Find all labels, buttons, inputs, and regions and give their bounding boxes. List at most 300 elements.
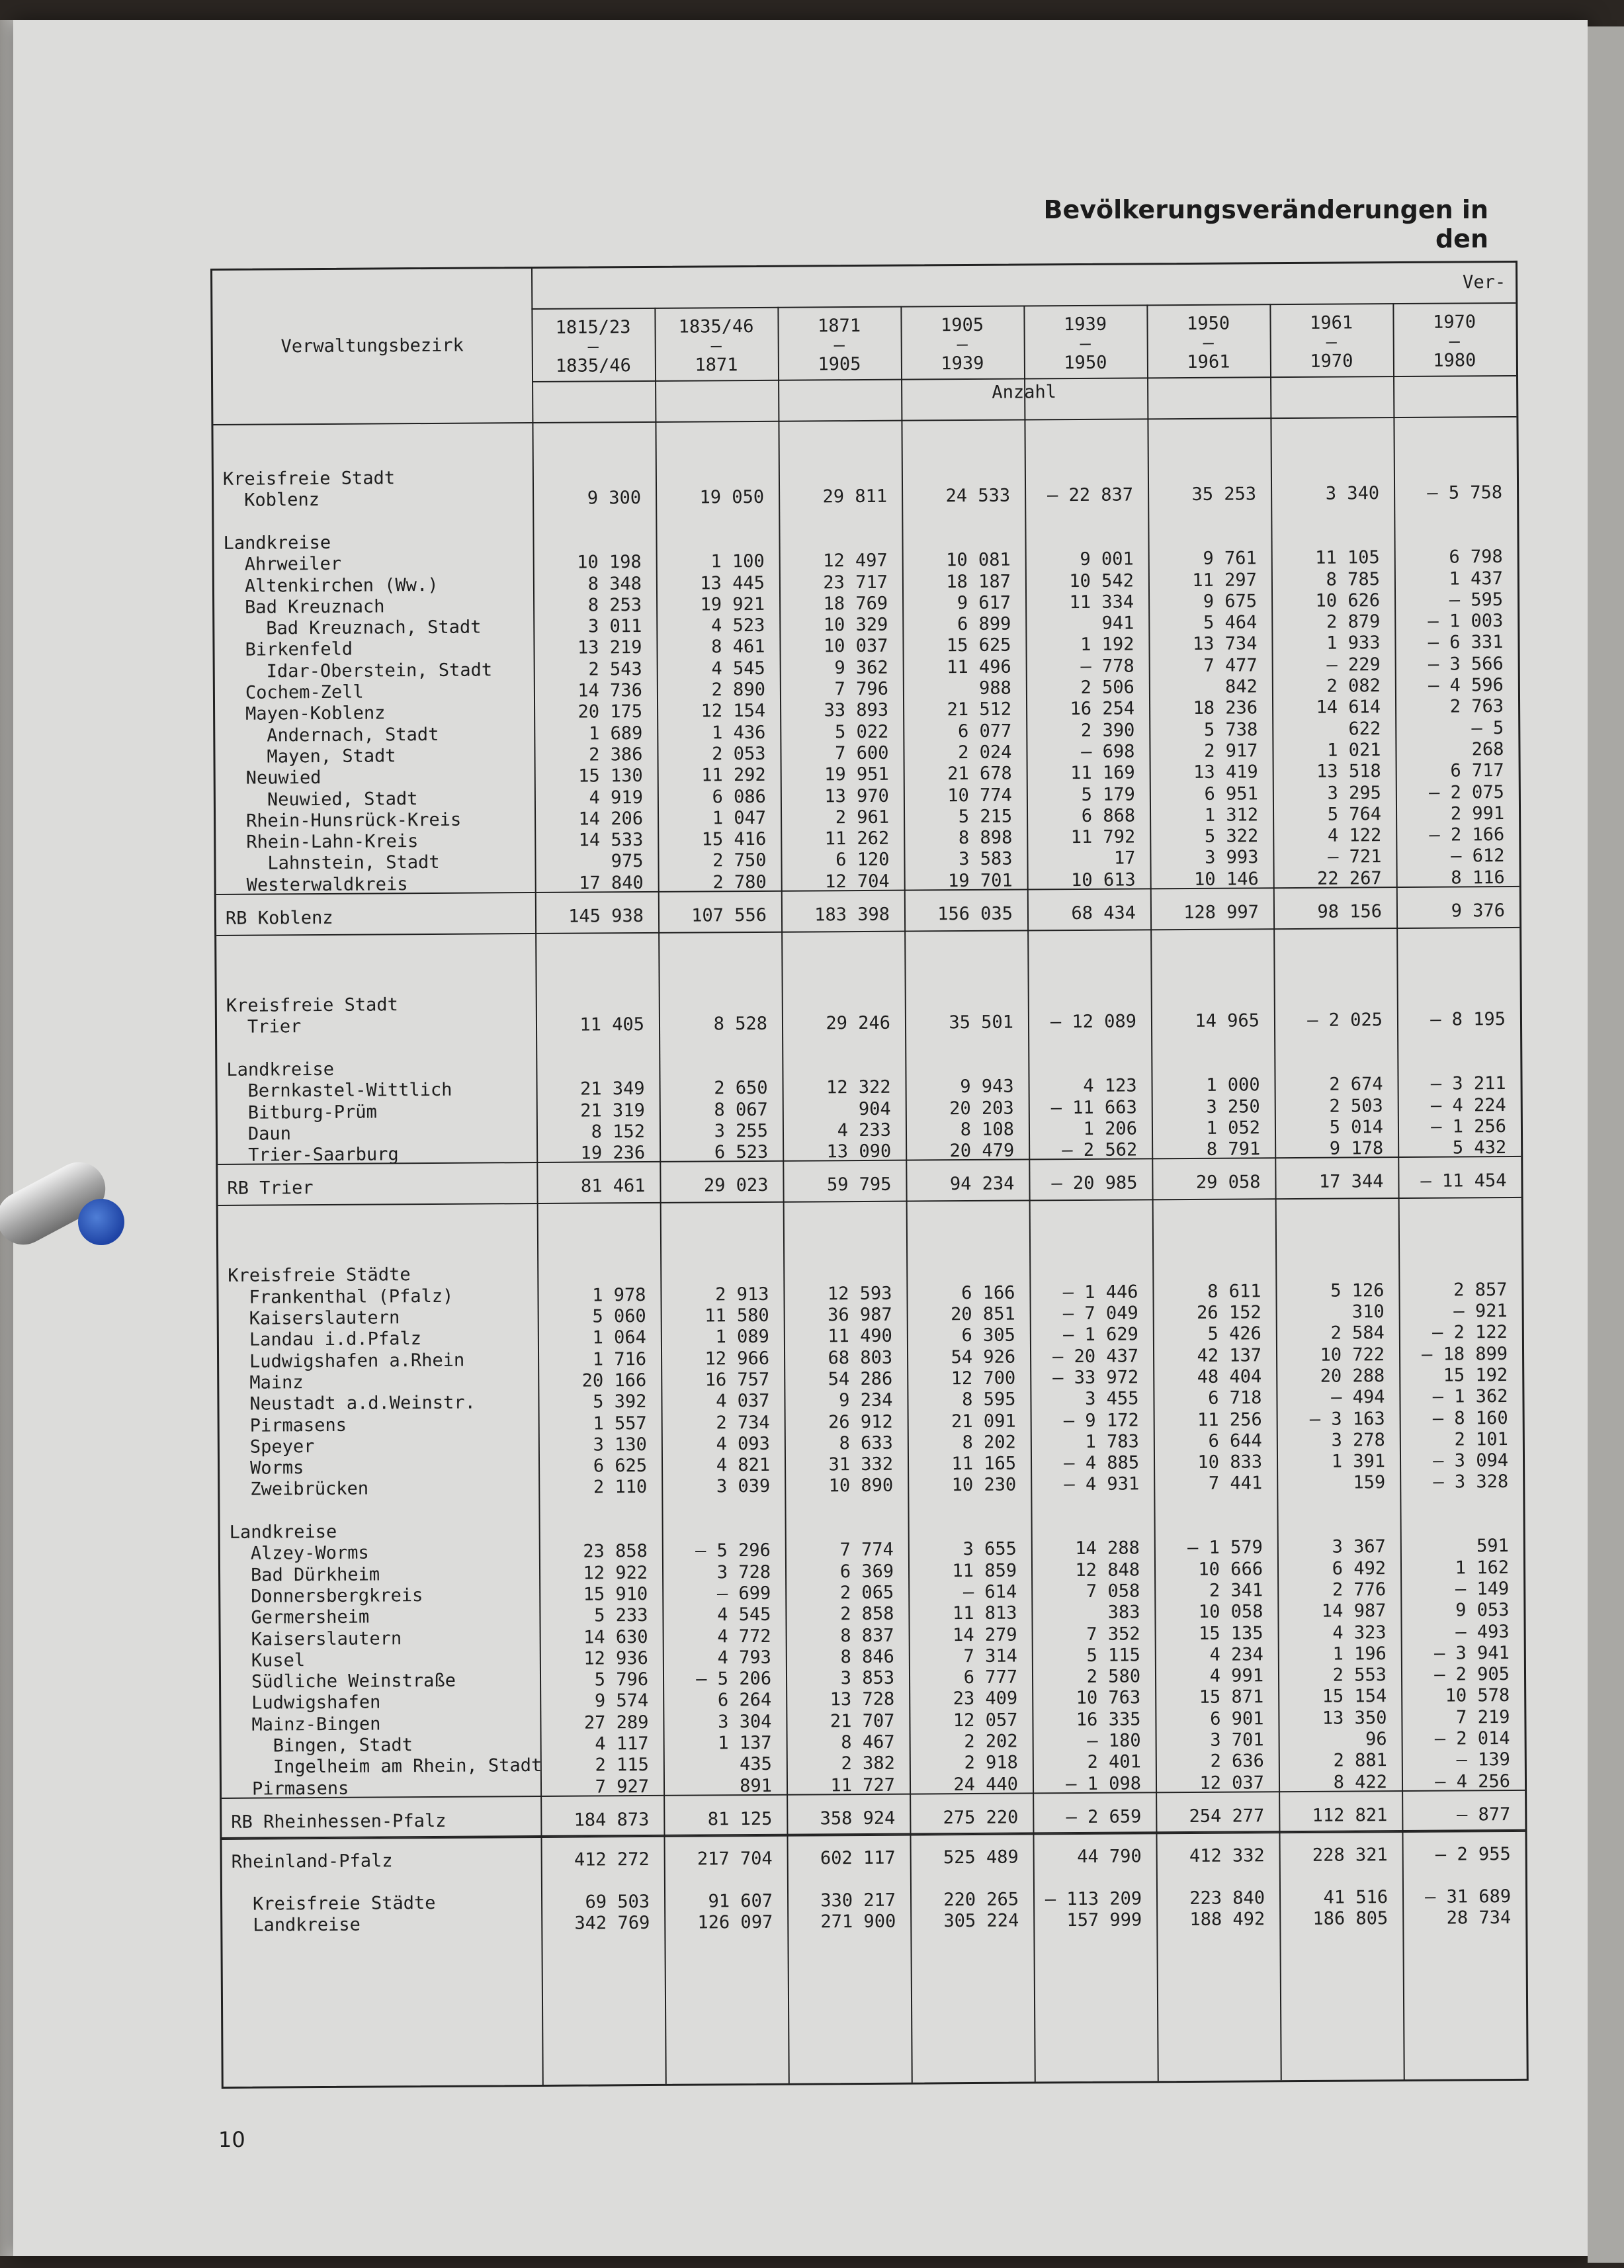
cell-value: 591 bbox=[1476, 1536, 1509, 1557]
cell-value: 310 bbox=[1351, 1301, 1385, 1323]
cell-value: 12 700 bbox=[951, 1368, 1016, 1389]
cell-value: 2 553 bbox=[1332, 1665, 1387, 1686]
cell-value: 14 965 bbox=[1195, 1010, 1260, 1032]
cell-value: 904 bbox=[858, 1098, 891, 1119]
cell-value: – 5 206 bbox=[696, 1668, 772, 1690]
cell-value: 275 220 bbox=[943, 1807, 1019, 1829]
cell-value: 11 792 bbox=[1070, 826, 1136, 848]
period-from: 1970 bbox=[1432, 312, 1476, 333]
cell-value: 12 497 bbox=[823, 550, 888, 572]
cell-value: 2 382 bbox=[841, 1753, 895, 1774]
cell-value: 4 234 bbox=[1209, 1644, 1263, 1665]
cell-value: 4 545 bbox=[711, 658, 765, 679]
cell-value: 7 441 bbox=[1208, 1473, 1263, 1495]
cell-value: 13 518 bbox=[1316, 761, 1381, 782]
cell-value: – 180 bbox=[1087, 1730, 1141, 1751]
cell-value: 21 512 bbox=[947, 699, 1012, 720]
cell-value: 11 292 bbox=[701, 765, 766, 786]
population-change-table bbox=[210, 261, 1529, 2089]
cell-value: – 18 899 bbox=[1421, 1343, 1508, 1365]
cell-value: 8 116 bbox=[1451, 867, 1505, 889]
cell-value: – 9 172 bbox=[1063, 1409, 1139, 1431]
cell-value: 6 523 bbox=[714, 1141, 769, 1163]
row-label: Landkreise bbox=[223, 532, 331, 554]
stub-header: Verwaltungsbezirk bbox=[280, 335, 464, 357]
cell-value: – 612 bbox=[1451, 846, 1505, 867]
cell-value: 254 277 bbox=[1189, 1806, 1265, 1827]
period-from: 1835/46 bbox=[678, 316, 754, 337]
cell-value: 8 108 bbox=[960, 1119, 1015, 1140]
cell-value: 13 219 bbox=[577, 637, 642, 659]
row-label: Landau i.d.Pfalz bbox=[249, 1329, 422, 1350]
cell-value: 330 217 bbox=[820, 1890, 896, 1911]
cell-value: – 5 296 bbox=[695, 1540, 771, 1561]
header-rule bbox=[213, 416, 1516, 425]
cell-value: 19 050 bbox=[699, 487, 765, 508]
row-label: Speyer bbox=[249, 1436, 315, 1458]
cell-value: 3 304 bbox=[718, 1711, 772, 1733]
cell-value: 20 203 bbox=[949, 1098, 1014, 1119]
cell-value: 6 899 bbox=[957, 613, 1011, 635]
cell-value: 98 156 bbox=[1317, 901, 1383, 922]
row-label: Pirmasens bbox=[251, 1778, 349, 1800]
row-label: Pirmasens bbox=[249, 1415, 347, 1436]
cell-value: – 1 629 bbox=[1062, 1324, 1138, 1346]
cell-value: 602 117 bbox=[820, 1847, 896, 1869]
cell-value: 11 496 bbox=[947, 656, 1011, 677]
cell-value: 1 783 bbox=[1085, 1431, 1139, 1452]
cell-value: 184 873 bbox=[574, 1809, 650, 1831]
row-label: Südliche Weinstraße bbox=[251, 1670, 456, 1692]
row-label: Ludwigshafen a.Rhein bbox=[249, 1350, 465, 1372]
cell-value: 2 543 bbox=[588, 658, 642, 680]
cell-value: 17 bbox=[1113, 848, 1136, 869]
cell-value: 15 135 bbox=[1198, 1622, 1263, 1644]
cell-value: – 12 089 bbox=[1050, 1011, 1137, 1033]
cell-value: 1 100 bbox=[710, 551, 765, 572]
row-label: Germersheim bbox=[251, 1606, 370, 1628]
cell-value: 186 805 bbox=[1312, 1908, 1389, 1930]
cell-value: 5 426 bbox=[1207, 1323, 1261, 1345]
row-label: Mainz-Bingen bbox=[251, 1714, 381, 1735]
cell-value: 11 727 bbox=[830, 1774, 896, 1796]
cell-value: 14 987 bbox=[1321, 1600, 1387, 1622]
period-to: 1939 bbox=[941, 353, 984, 374]
cell-value: 11 405 bbox=[579, 1014, 645, 1035]
period-to: 1980 bbox=[1433, 350, 1476, 371]
cell-value: 2 082 bbox=[1326, 676, 1381, 697]
cell-value: 2 913 bbox=[715, 1284, 769, 1305]
period-from: 1871 bbox=[817, 315, 861, 337]
cell-value: – 7 049 bbox=[1062, 1303, 1138, 1325]
cell-value: – 8 195 bbox=[1430, 1009, 1506, 1031]
row-label: Kaiserslautern bbox=[251, 1628, 402, 1650]
cell-value: – 113 209 bbox=[1045, 1888, 1142, 1910]
row-label: Mainz bbox=[249, 1372, 304, 1393]
cell-value: 42 137 bbox=[1197, 1344, 1262, 1366]
cell-value: 2 881 bbox=[1333, 1750, 1387, 1771]
cell-value: 9 574 bbox=[594, 1690, 649, 1712]
cell-value: 6 077 bbox=[957, 720, 1012, 742]
cell-value: – 2 166 bbox=[1429, 824, 1505, 846]
cell-value: 342 769 bbox=[574, 1913, 650, 1934]
cell-value: 8 528 bbox=[713, 1014, 768, 1035]
row-label: RB Koblenz bbox=[225, 907, 333, 929]
cell-value: 28 734 bbox=[1446, 1907, 1512, 1929]
cell-value: – 493 bbox=[1455, 1621, 1510, 1643]
cell-value: 19 701 bbox=[948, 870, 1013, 891]
cell-value: 12 057 bbox=[953, 1710, 1018, 1731]
cell-value: – 1 579 bbox=[1187, 1537, 1263, 1559]
cell-value: 2 065 bbox=[839, 1582, 894, 1604]
cell-value: 525 489 bbox=[943, 1847, 1019, 1868]
cell-value: 23 409 bbox=[953, 1688, 1018, 1710]
row-label: Mayen-Koblenz bbox=[245, 703, 386, 724]
cell-value: 20 479 bbox=[949, 1140, 1015, 1162]
cell-value: 81 125 bbox=[707, 1808, 773, 1830]
row-label: Bingen, Stadt bbox=[273, 1735, 413, 1757]
row-label: Kreisfreie Städte bbox=[253, 1892, 436, 1915]
cell-value: 2 917 bbox=[1204, 740, 1258, 762]
cell-value: 21 319 bbox=[580, 1100, 645, 1121]
row-label: Idar-Oberstein, Stadt bbox=[266, 660, 493, 682]
cell-value: 12 322 bbox=[826, 1076, 891, 1098]
cell-value: 29 023 bbox=[703, 1175, 769, 1196]
cell-value: 891 bbox=[740, 1775, 773, 1796]
cell-value: 6 086 bbox=[712, 786, 766, 807]
cell-value: 8 898 bbox=[958, 827, 1013, 849]
cell-value: 183 398 bbox=[814, 904, 890, 926]
cell-value: 4 991 bbox=[1209, 1665, 1264, 1686]
cell-value: 2 401 bbox=[1087, 1751, 1141, 1773]
cell-value: 2 580 bbox=[1086, 1666, 1141, 1688]
cell-value: 6 492 bbox=[1332, 1557, 1387, 1579]
cell-value: 228 321 bbox=[1312, 1845, 1388, 1866]
cell-value: 17 840 bbox=[579, 872, 644, 894]
cell-value: 10 890 bbox=[828, 1475, 894, 1497]
cell-value: 19 921 bbox=[700, 593, 765, 615]
cell-value: 29 811 bbox=[822, 486, 888, 507]
cell-value: 4 037 bbox=[716, 1391, 770, 1412]
cell-value: 54 286 bbox=[828, 1368, 893, 1390]
cell-value: 2 734 bbox=[716, 1412, 770, 1433]
period-sep: – bbox=[587, 336, 599, 357]
cell-value: 1 436 bbox=[711, 722, 766, 743]
cell-value: 1 064 bbox=[592, 1327, 646, 1348]
cell-value: 128 997 bbox=[1183, 902, 1260, 924]
cell-value: 112 821 bbox=[1312, 1805, 1388, 1826]
cell-value: 14 736 bbox=[577, 680, 643, 701]
row-label: Rhein-Hunsrück-Kreis bbox=[246, 809, 462, 832]
cell-value: 15 130 bbox=[578, 765, 643, 787]
cell-value: – 1 256 bbox=[1431, 1115, 1507, 1137]
cell-value: – 2 562 bbox=[1062, 1139, 1138, 1161]
pen-tip-icon bbox=[78, 1199, 124, 1245]
cell-value: 2 386 bbox=[589, 744, 643, 765]
period-to: 1871 bbox=[695, 355, 738, 376]
cell-value: 5 115 bbox=[1086, 1645, 1140, 1666]
cell-value: 223 840 bbox=[1189, 1888, 1265, 1909]
cell-value: 11 165 bbox=[951, 1453, 1017, 1475]
cell-value: 1 933 bbox=[1326, 632, 1381, 654]
cell-value: 1 052 bbox=[1206, 1117, 1261, 1139]
cell-value: 3 255 bbox=[714, 1120, 769, 1142]
cell-value: 5 322 bbox=[1204, 826, 1259, 847]
cell-value: 1 206 bbox=[1083, 1118, 1138, 1139]
cell-value: 220 265 bbox=[943, 1889, 1019, 1911]
cell-value: 2 780 bbox=[712, 871, 767, 893]
cell-value: 5 392 bbox=[593, 1391, 647, 1413]
cell-value: 10 722 bbox=[1320, 1344, 1385, 1366]
cell-value: 9 178 bbox=[1329, 1138, 1384, 1159]
cell-value: 21 707 bbox=[830, 1710, 895, 1732]
cell-value: 15 192 bbox=[1443, 1364, 1508, 1386]
cell-value: 988 bbox=[979, 677, 1011, 699]
cell-value: 20 166 bbox=[581, 1370, 647, 1391]
period-from: 1961 bbox=[1309, 312, 1353, 333]
cell-value: 4 545 bbox=[717, 1604, 771, 1626]
cell-value: – 149 bbox=[1455, 1578, 1510, 1600]
cell-value: 3 278 bbox=[1331, 1429, 1385, 1451]
cell-value: 2 503 bbox=[1329, 1095, 1383, 1117]
period-sep: – bbox=[710, 335, 722, 357]
cell-value: 2 110 bbox=[593, 1477, 648, 1498]
cell-value: 10 037 bbox=[823, 636, 888, 657]
cell-value: 4 523 bbox=[710, 615, 765, 636]
cell-value: 3 011 bbox=[587, 616, 642, 637]
cell-value: 9 234 bbox=[839, 1389, 893, 1411]
cell-value: 10 833 bbox=[1197, 1452, 1263, 1473]
cell-value: 7 058 bbox=[1086, 1581, 1140, 1602]
cell-value: 5 060 bbox=[592, 1306, 646, 1327]
cell-value: – 721 bbox=[1328, 846, 1382, 868]
cell-value: 68 803 bbox=[828, 1347, 893, 1368]
cell-value: 13 728 bbox=[830, 1689, 895, 1710]
cell-value: 1 716 bbox=[592, 1348, 647, 1370]
cell-value: 5 764 bbox=[1327, 803, 1382, 825]
cell-value: 19 951 bbox=[824, 763, 889, 785]
cell-value: 10 542 bbox=[1069, 570, 1134, 591]
cell-value: 6 166 bbox=[961, 1282, 1015, 1303]
cell-value: – 2 014 bbox=[1434, 1728, 1510, 1749]
cell-value: 3 367 bbox=[1332, 1536, 1386, 1557]
row-label: Landkreise bbox=[253, 1914, 361, 1936]
cell-value: 18 769 bbox=[823, 593, 888, 615]
row-label: Bitburg-Prüm bbox=[247, 1101, 377, 1123]
cell-value: 2 890 bbox=[711, 679, 765, 701]
cell-value: 15 416 bbox=[701, 828, 767, 850]
cell-value: – 3 941 bbox=[1433, 1642, 1510, 1664]
cell-value: 5 179 bbox=[1081, 783, 1135, 805]
cell-value: 41 516 bbox=[1323, 1887, 1389, 1908]
cell-value: 11 334 bbox=[1069, 591, 1134, 613]
cell-value: – 11 454 bbox=[1420, 1170, 1507, 1192]
cell-value: 5 738 bbox=[1203, 719, 1258, 740]
cell-value: 6 120 bbox=[835, 850, 890, 871]
page-heading: Bevölkerungsveränderungen in den bbox=[1043, 195, 1488, 253]
period-from: 1939 bbox=[1063, 314, 1107, 335]
row-label: Kaiserslautern bbox=[249, 1307, 400, 1329]
cell-value: 8 067 bbox=[714, 1099, 768, 1120]
cell-value: 3 583 bbox=[959, 849, 1013, 870]
cell-value: – 3 328 bbox=[1433, 1471, 1509, 1493]
row-label: Westerwaldkreis bbox=[246, 873, 408, 896]
cell-value: 94 234 bbox=[949, 1173, 1015, 1195]
cell-value: 217 704 bbox=[697, 1848, 773, 1870]
cell-value: 6 625 bbox=[593, 1456, 648, 1477]
cell-value: – 4 256 bbox=[1435, 1770, 1511, 1792]
cell-value: 4 233 bbox=[837, 1119, 892, 1141]
cell-value: 20 288 bbox=[1320, 1366, 1385, 1387]
cell-value: 10 198 bbox=[577, 552, 642, 573]
cell-value: 13 090 bbox=[826, 1141, 892, 1162]
row-label: RB Trier bbox=[227, 1178, 314, 1199]
cell-value: 12 154 bbox=[701, 701, 766, 722]
cell-value: 10 774 bbox=[947, 785, 1012, 806]
cell-value: 9 362 bbox=[834, 657, 888, 678]
row-label: Koblenz bbox=[244, 490, 320, 511]
row-label: Landkreise bbox=[226, 1059, 335, 1080]
cell-value: 15 154 bbox=[1322, 1686, 1387, 1708]
cell-value: 5 432 bbox=[1452, 1137, 1507, 1158]
cell-value: 14 206 bbox=[578, 808, 644, 830]
cell-value: – 4 931 bbox=[1064, 1473, 1140, 1495]
row-label: Worms bbox=[249, 1458, 304, 1479]
cell-value: 9 617 bbox=[957, 592, 1011, 613]
cell-value: 12 922 bbox=[583, 1562, 648, 1584]
cell-value: 14 614 bbox=[1316, 697, 1381, 719]
cell-value: – 1 362 bbox=[1432, 1386, 1508, 1407]
cell-value: 8 595 bbox=[962, 1389, 1016, 1411]
cell-value: 12 936 bbox=[583, 1647, 648, 1669]
cell-value: 2 115 bbox=[595, 1755, 649, 1776]
cell-value: 9 761 bbox=[1203, 548, 1257, 570]
row-label: Alzey-Worms bbox=[250, 1542, 369, 1564]
cell-value: 10 146 bbox=[1194, 869, 1259, 890]
cell-value: 4 821 bbox=[716, 1454, 771, 1476]
cell-value: 9 376 bbox=[1451, 900, 1506, 922]
cell-value: 126 097 bbox=[697, 1912, 773, 1933]
cell-value: 10 230 bbox=[951, 1474, 1017, 1496]
row-label: Trier-Saarburg bbox=[248, 1144, 399, 1166]
cell-value: – 595 bbox=[1449, 589, 1504, 611]
cell-value: 14 288 bbox=[1075, 1538, 1140, 1559]
cell-value: 842 bbox=[1225, 676, 1258, 697]
cell-value: 2 763 bbox=[1449, 696, 1504, 717]
cell-value: 5 796 bbox=[594, 1669, 649, 1690]
cell-value: 16 254 bbox=[1070, 698, 1135, 720]
period-to: 1970 bbox=[1310, 351, 1353, 372]
cell-value: 2 650 bbox=[714, 1078, 768, 1099]
cell-value: 156 035 bbox=[937, 903, 1013, 925]
period-sep: – bbox=[957, 334, 968, 355]
cell-value: 21 678 bbox=[947, 763, 1012, 785]
cell-value: – 3 094 bbox=[1433, 1450, 1509, 1471]
page-edge-right bbox=[1588, 26, 1624, 2263]
cell-value: 14 630 bbox=[583, 1626, 648, 1648]
cell-value: 3 455 bbox=[1085, 1388, 1139, 1410]
cell-value: 11 580 bbox=[705, 1305, 769, 1327]
cell-value: 8 152 bbox=[591, 1121, 646, 1143]
unit-label: Anzahl bbox=[992, 382, 1057, 403]
cell-value: 5 215 bbox=[958, 806, 1013, 827]
cell-value: 20 175 bbox=[577, 701, 643, 722]
cell-value: 1 437 bbox=[1449, 568, 1503, 589]
cell-value: 1 312 bbox=[1204, 805, 1259, 826]
cell-value: 48 404 bbox=[1197, 1366, 1262, 1387]
cell-value: – 614 bbox=[962, 1581, 1017, 1602]
cell-value: – 33 972 bbox=[1052, 1367, 1139, 1389]
cell-value: 188 492 bbox=[1189, 1909, 1265, 1931]
cell-value: 383 bbox=[1107, 1602, 1140, 1623]
cell-value: – 6 331 bbox=[1428, 632, 1504, 654]
cell-value: 59 795 bbox=[826, 1174, 892, 1196]
cell-value: 1 162 bbox=[1455, 1557, 1510, 1579]
cell-value: 26 912 bbox=[828, 1411, 893, 1432]
cell-value: 8 467 bbox=[841, 1731, 895, 1753]
row-label: Ahrweiler bbox=[244, 553, 342, 575]
cell-value: 975 bbox=[611, 851, 644, 872]
section-rule bbox=[216, 927, 1519, 936]
cell-value: 11 297 bbox=[1192, 569, 1257, 591]
cell-value: 7 774 bbox=[839, 1540, 894, 1561]
cell-value: 7 352 bbox=[1086, 1623, 1140, 1645]
cell-value: 1 192 bbox=[1080, 634, 1134, 656]
cell-value: 23 717 bbox=[823, 572, 888, 593]
period-sep: – bbox=[1449, 331, 1460, 352]
cell-value: 8 348 bbox=[587, 573, 642, 595]
row-label: Ingelheim am Rhein, Stadt bbox=[273, 1755, 542, 1778]
cell-value: 14 533 bbox=[578, 830, 644, 851]
cell-value: 107 556 bbox=[691, 904, 767, 926]
row-label: Bad Kreuznach bbox=[245, 596, 385, 618]
cell-value: 29 058 bbox=[1195, 1172, 1261, 1194]
cell-value: 3 701 bbox=[1210, 1729, 1264, 1751]
cell-value: – 8 160 bbox=[1432, 1407, 1508, 1429]
cell-value: 27 289 bbox=[583, 1712, 649, 1733]
period-from: 1815/23 bbox=[555, 317, 631, 338]
row-label: Neuwied, Stadt bbox=[267, 788, 418, 810]
row-label: Cochem-Zell bbox=[245, 681, 364, 703]
cell-value: 2 390 bbox=[1080, 720, 1135, 741]
cell-value: 2 879 bbox=[1326, 611, 1381, 632]
cell-value: 96 bbox=[1365, 1729, 1387, 1750]
row-label: Kusel bbox=[251, 1649, 306, 1671]
cell-value: 21 349 bbox=[579, 1078, 645, 1100]
cell-value: 24 440 bbox=[953, 1774, 1019, 1795]
cell-value: 12 037 bbox=[1199, 1772, 1265, 1794]
cell-value: 2 024 bbox=[958, 742, 1012, 763]
cell-value: 2 857 bbox=[1453, 1279, 1508, 1301]
cell-value: 10 626 bbox=[1315, 590, 1381, 611]
cell-value: 4 093 bbox=[716, 1433, 770, 1455]
cell-value: 10 081 bbox=[946, 549, 1011, 571]
cell-value: 4 122 bbox=[1327, 825, 1382, 846]
cell-value: – 877 bbox=[1456, 1804, 1511, 1825]
cell-value: 622 bbox=[1348, 718, 1381, 740]
row-label: Bad Dürkheim bbox=[250, 1564, 380, 1586]
row-label: Neuwied bbox=[245, 767, 321, 789]
row-label: RB Rheinhessen-Pfalz bbox=[231, 1810, 447, 1833]
cell-value: 7 477 bbox=[1203, 655, 1258, 676]
cell-value: 145 938 bbox=[568, 906, 644, 927]
period-to: 1905 bbox=[818, 353, 861, 375]
cell-value: – 4 596 bbox=[1428, 675, 1504, 696]
cell-value: 13 350 bbox=[1322, 1707, 1387, 1729]
cell-value: 6 901 bbox=[1210, 1708, 1264, 1729]
cell-value: – 3 163 bbox=[1309, 1408, 1385, 1430]
cell-value: 8 202 bbox=[962, 1432, 1016, 1453]
